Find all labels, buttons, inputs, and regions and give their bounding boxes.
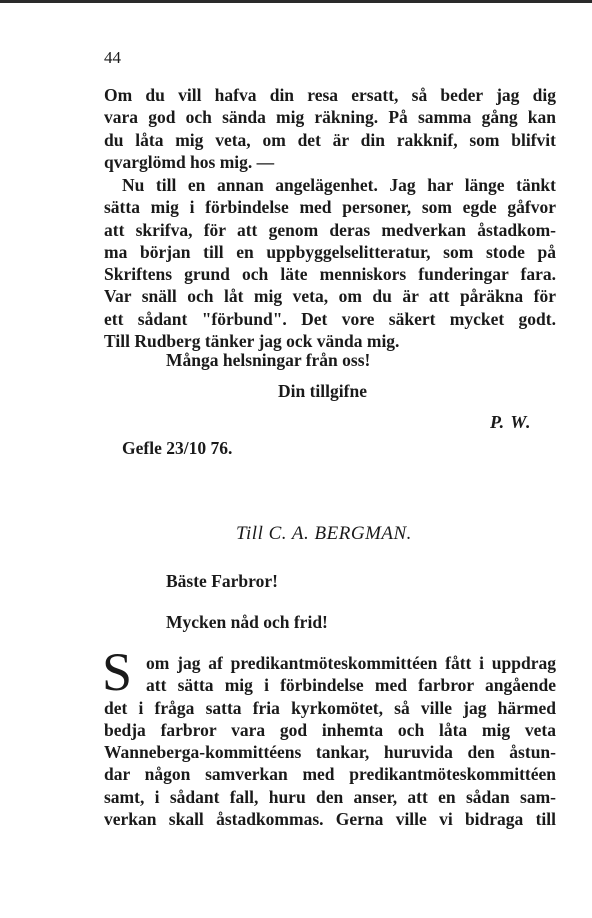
text-line: att sätta mig i förbindelse med farbror angående bbox=[146, 675, 556, 696]
text-line: samt, i sådant fall, huru den anser, att en sådan sam- bbox=[104, 786, 556, 807]
text-line: dar någon samverkan med predikantmöteskommittéen bbox=[104, 764, 556, 785]
letter1-paragraph-1 bbox=[104, 84, 556, 173]
letter-heading: Till C. A. BERGMAN. bbox=[236, 523, 412, 544]
signature: P. W. bbox=[490, 412, 532, 432]
text-line: du låta mig veta, om det är din rakknif, som blifvit bbox=[104, 129, 556, 150]
text-line: Nu till en annan angelägenhet. Jag har länge tänkt bbox=[122, 175, 556, 195]
letter2-paragraph-1 bbox=[102, 642, 556, 830]
salutation: Bäste Farbror! bbox=[166, 571, 278, 591]
text-line: ett sådant "förbund". Det vore säkert mycket godt. bbox=[104, 308, 556, 329]
text-line: verkan skall åstadkommas. Gerna ville vi bidraga till bbox=[104, 809, 556, 830]
text-line: sätta mig i förbindelse med personer, som egde gåfvor bbox=[104, 197, 556, 218]
drop-cap: S bbox=[102, 642, 133, 702]
closing-greeting: Många helsningar från oss! bbox=[166, 350, 371, 370]
text-line: det i fråga satta fria kyrkomötet, så ville jag härmed bbox=[104, 697, 556, 718]
page-number: 44 bbox=[104, 48, 121, 67]
closing-yours: Din tillgifne bbox=[278, 381, 367, 401]
text-line: Var snäll och låt mig veta, om du är att påräkna för bbox=[104, 286, 556, 307]
text-line: Om du vill hafva din resa ersatt, så beder jag dig bbox=[104, 85, 556, 105]
text-line: Skriftens grund och läte menniskors funderingar fara. bbox=[104, 264, 556, 285]
dateline: Gefle 23/10 76. bbox=[122, 438, 233, 458]
text-line: Till Rudberg tänker jag ock vända mig. bbox=[104, 331, 400, 352]
blessing: Mycken nåd och frid! bbox=[166, 612, 328, 632]
text-line: bedja farbror vara god inhemta och låta mig veta bbox=[104, 719, 556, 740]
text-line: ma början till en uppbyggelselitteratur, som stode på bbox=[104, 241, 556, 262]
text-line: vara god och sända mig räkning. På samma gång kan bbox=[104, 107, 556, 128]
text-line: om jag af predikantmöteskommittéen fått i uppdrag bbox=[146, 653, 556, 673]
text-line: Wanneberga-kommittéens tankar, huruvida den åstun- bbox=[104, 742, 556, 763]
text-line: att skrifva, för att genom deras medverkan åstadkom- bbox=[104, 219, 556, 240]
text-line: qvarglömd hos mig. — bbox=[104, 151, 275, 172]
letter1-paragraph-2 bbox=[104, 174, 556, 352]
top-rule bbox=[0, 0, 592, 3]
